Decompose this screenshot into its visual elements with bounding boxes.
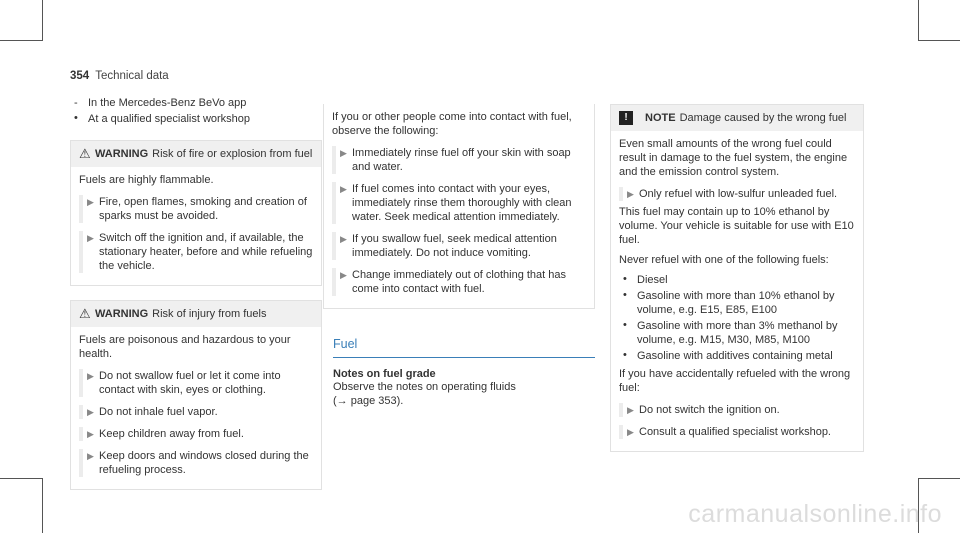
section-title: Technical data: [95, 70, 169, 82]
page-reference-link[interactable]: (→ page 353).: [333, 395, 404, 407]
arrow-icon: ▶: [627, 405, 634, 415]
warning-continuation: [323, 104, 595, 309]
step-item: ▶ Keep children away from fuel.: [79, 427, 313, 441]
list-item: • At a qualified specialist workshop: [74, 112, 251, 125]
list-item: • Gasoline with more than 3% methanol by volume, e.g. M15, M30, M85, M100: [623, 319, 838, 346]
crop-mark: [42, 0, 43, 41]
arrow-icon: ▶: [340, 148, 347, 158]
column-3: [610, 104, 864, 452]
arrow-icon: ▶: [87, 371, 94, 381]
warning-text: Fuels are highly flammable.: [79, 174, 214, 186]
arrow-icon: ▶: [340, 184, 347, 194]
list-item: • Diesel: [623, 273, 668, 286]
crop-mark: [42, 478, 43, 533]
crop-mark: [918, 478, 960, 479]
crop-mark: [0, 40, 42, 41]
arrow-icon: ▶: [340, 270, 347, 280]
step-item: ▶ Do not inhale fuel vapor.: [79, 405, 313, 419]
exclamation-icon: !: [619, 111, 633, 125]
column-2: [333, 104, 595, 408]
arrow-icon: ▶: [340, 234, 347, 244]
arrow-icon: ▶: [627, 189, 634, 199]
paragraph: Even small amounts of the wrong fuel could result in damage to the fuel system, the engine and the emission control system.: [619, 138, 848, 178]
crop-mark: [918, 0, 919, 41]
step-item: ▶ Consult a qualified specialist workshop.: [619, 425, 855, 439]
step-item: ▶ If fuel comes into contact with your eyes, immediately rinse them thoroughly with clean water. Seek medical attention immediately.: [332, 182, 586, 224]
page-number: 354: [70, 70, 90, 82]
arrow-icon: ▶: [87, 233, 94, 243]
step-item: ▶ Switch off the ignition and, if available, the stationary heater, before and while refueling the vehicle.: [79, 231, 313, 273]
list-item: • Gasoline with additives containing metal: [623, 349, 833, 362]
page-header: [70, 70, 169, 82]
step-item: ▶ Change immediately out of clothing that has come into contact with fuel.: [332, 268, 586, 296]
step-item: ▶ If you swallow fuel, seek medical attention immediately. Do not induce vomiting.: [332, 232, 586, 260]
arrow-icon: ▶: [87, 407, 94, 417]
warning-triangle-icon: ⚠: [79, 306, 91, 321]
arrow-icon: ▶: [87, 451, 94, 461]
crop-mark: [918, 40, 960, 41]
step-item: ▶ Immediately rinse fuel off your skin with soap and water.: [332, 146, 586, 174]
arrow-icon: ▶: [87, 197, 94, 207]
section-heading-fuel: Fuel: [333, 337, 595, 358]
arrow-icon: ▶: [627, 427, 634, 437]
list-item: • Gasoline with more than 10% ethanol by volume, e.g. E15, E85, E100: [623, 289, 835, 316]
subheading: Notes on fuel grade: [333, 368, 436, 380]
crop-mark: [0, 478, 42, 479]
warning-text: Fuels are poisonous and hazardous to your health.: [79, 334, 291, 360]
subheading-text: Observe the notes on operating fluids: [333, 381, 516, 393]
step-item: ▶ Do not swallow fuel or let it come into contact with skin, eyes or clothing.: [79, 369, 313, 397]
paragraph: If you have accidentally refueled with the wrong fuel:: [619, 368, 851, 394]
intro-text: If you or other people come into contact with fuel, observe the following:: [332, 111, 572, 137]
paragraph: This fuel may contain up to 10% ethanol by volume. Your vehicle is suitable for use with E10 fuel.: [619, 206, 854, 246]
watermark: carmanualsonline.info: [688, 500, 942, 528]
column-1: [70, 96, 322, 490]
sub-list-item: - In the Mercedes-Benz BeVo app: [74, 97, 247, 109]
paragraph: Never refuel with one of the following fuels:: [619, 254, 829, 266]
step-item: ▶ Do not switch the ignition on.: [619, 403, 855, 417]
warning-box-injury: ⚠ WARNING Risk of injury from fuels Fuels are poisonous and hazardous to your health. ▶ Do not swallow fuel or let it come into contact with skin, eyes or clothing. ▶ Do not inhale fuel vapor. ▶ Keep children away from fuel. ▶ Keep doors and windows closed during the refueling process.: [70, 300, 322, 490]
arrow-icon: ▶: [87, 429, 94, 439]
warning-box-fire: ⚠ WARNING Risk of fire or explosion from fuel Fuels are highly flammable. ▶ Fire, open flames, smoking and creation of sparks must be avoided. ▶ Switch off the ignition and, if available, the stationary heater, before and while refueling the vehicle.: [70, 140, 322, 286]
step-item: ▶ Fire, open flames, smoking and creation of sparks must be avoided.: [79, 195, 313, 223]
note-box: ! NOTE Damage caused by the wrong fuel Even small amounts of the wrong fuel could result in damage to the fuel system, the engine and the emission control system. ▶ Only refuel with low-sulfur unleaded fuel. This fuel may contain up to 10% ethanol by volume. Your vehicle is suitable for use with E10 fuel. Never refuel with one of the following fuels: • Diesel • Gasoline with more than 10% ethanol by volume, e.g. E15, E85, E100 • Gasoline with more than 3% methanol by volume, e.g. M15, M30, M85, M100 • Gasoline with additives containing metal If you have accidentally refueled with the wrong fuel: ▶ Do not switch the ignition on. ▶ Consult a qualified specialist workshop.: [610, 104, 864, 452]
step-item: ▶ Only refuel with low-sulfur unleaded fuel.: [619, 187, 855, 201]
step-item: ▶ Keep doors and windows closed during the refueling process.: [79, 449, 313, 477]
warning-triangle-icon: ⚠: [79, 146, 91, 161]
